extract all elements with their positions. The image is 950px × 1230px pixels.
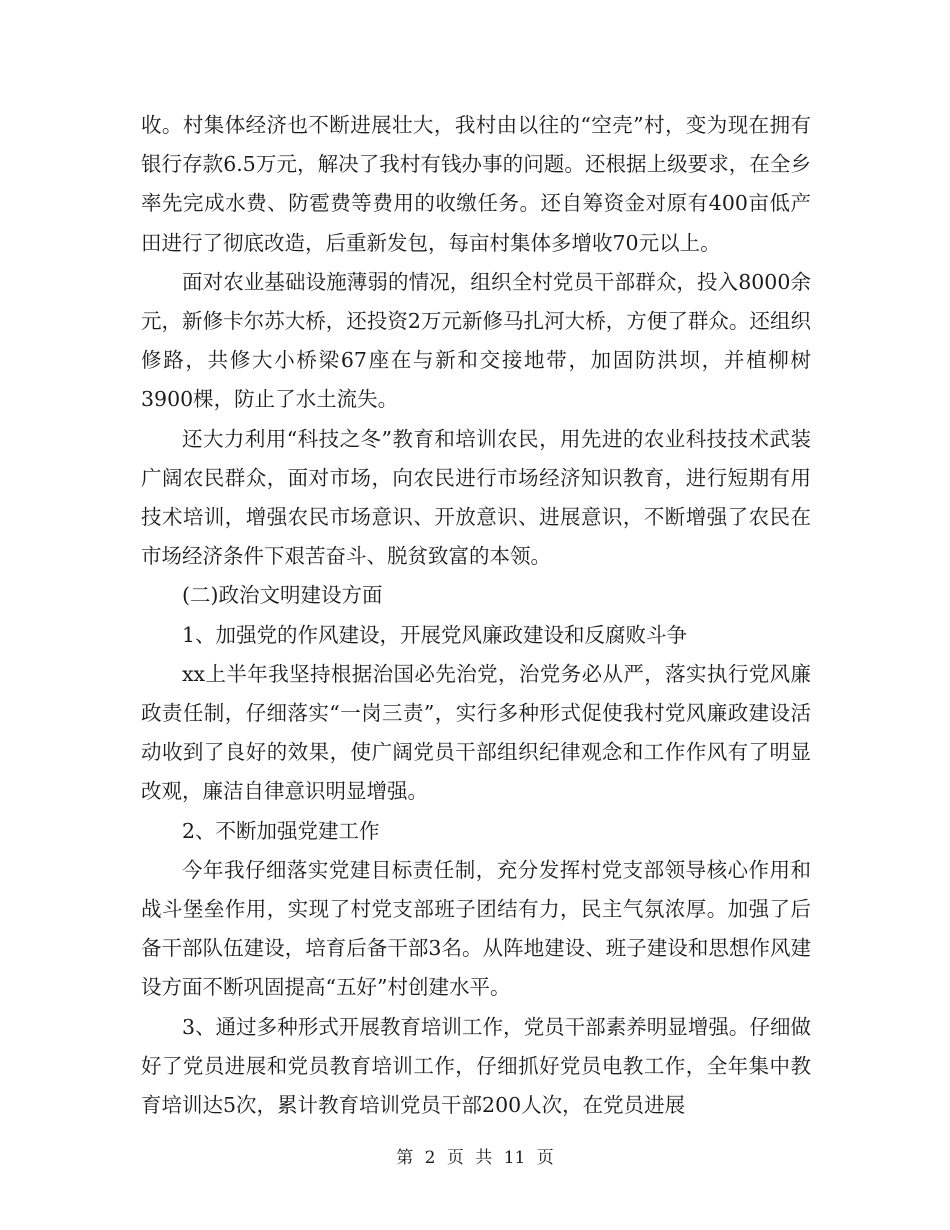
paragraph-2: 面对农业基础设施薄弱的情况，组织全村党员干部群众，投入8000余元，新修卡尔苏大桥，还投资2万元新修马扎河大桥，方便了群众。还组织修路，共修大小桥梁67座在与新和交接地带，加固防洪坝，并植柳树3900棵，防止了水土流失。 (141, 269, 811, 412)
paragraph-3: 还大力利用“科技之冬”教育和培训农民，用先进的农业科技技术武装广阔农民群众，面对市场，向农民进行市场经济知识教育，进行短期有用技术培训，增强农民市场意识、开放意识、进展意识，不断增强了农民在市场经济条件下艰苦奋斗、脱贫致富的本领。 (141, 426, 811, 569)
page-footer: 第 2 页 共 11 页 (396, 1148, 554, 1168)
paragraph-1: 收。村集体经济也不断进展壮大，我村由以往的“空壳”村，变为现在拥有银行存款6.5万元，解决了我村有钱办事的问题。还根据上级要求，在全乡率先完成水费、防雹费等费用的收缴任务。还自筹资金对原有400亩低产田进行了彻底改造，后重新发包，每亩村集体多增收70元以上。 (141, 113, 811, 255)
section-heading-political: (二)政治文明建设方面 (182, 583, 383, 608)
subheading-2: 2、不断加强党建工作 (182, 818, 380, 843)
document-body (141, 106, 811, 1125)
paragraph-6: 3、通过多种形式开展教育培训工作，党员干部素养明显增强。仔细做好了党员进展和党员教育培训工作，仔细抓好党员电教工作，全年集中教育培训达5次，累计教育培训党员干部200人次，在党员进展 (141, 1014, 811, 1118)
paragraph-4: xx上半年我坚持根据治国必先治党，治党务必从严，落实执行党风廉政责任制，仔细落实“一岗三责”，实行多种形式促使我村党风廉政建设活动收到了良好的效果，使广阔党员干部组织纪律观念和工作作风有了明显改观，廉洁自律意识明显增强。 (141, 661, 811, 804)
subheading-1: 1、加强党的作风建设，开展党风廉政建设和反腐败斗争 (182, 622, 688, 647)
paragraph-5: 今年我仔细落实党建目标责任制，充分发挥村党支部领导核心作用和战斗堡垒作用，实现了村党支部班子团结有力，民主气氛浓厚。加强了后备干部队伍建设，培育后备干部3名。从阵地建设、班子建设和思想作风建设方面不断巩固提高“五好”村创建水平。 (141, 857, 811, 1000)
